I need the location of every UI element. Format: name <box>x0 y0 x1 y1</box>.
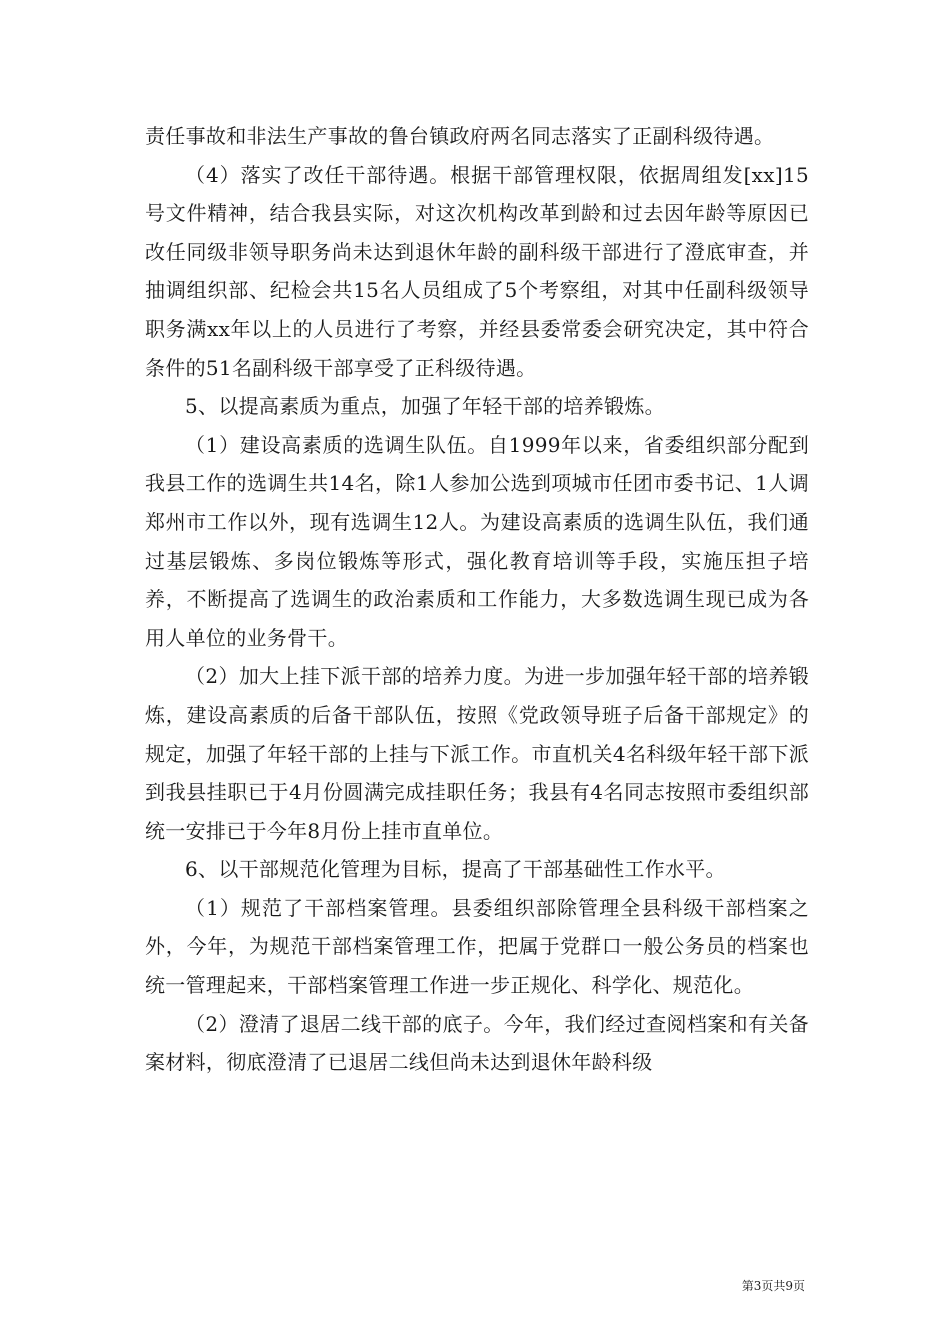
section-heading-5: 5、以提高素质为重点，加强了年轻干部的培养锻炼。 <box>185 394 665 419</box>
paragraph-item-2-secondment: （2）加大上挂下派干部的培养力度。为进一步加强年轻干部的培养锻炼，建设高素质的后备干部队伍，按照《党政领导班子后备干部规定》的规定，加强了年轻干部的上挂与下派工作。市直机关4名科级年轻干部下派到我县挂职已于4月份圆满完成挂职任务；我县有4名同志按照市委组织部统一安排已于今年8月份上挂市直单位。 <box>145 664 809 843</box>
page-number-footer: 第3页共9页 <box>741 1279 805 1293</box>
section-heading-6: 6、以干部规范化管理为目标，提高了干部基础性工作水平。 <box>185 857 726 882</box>
paragraph-item-4-cadre-treatment: （4）落实了改任干部待遇。根据干部管理权限，依据周组发[xx]15号文件精神，结合我县实际，对这次机构改革到龄和过去因年龄等原因已改任同级非领导职务尚未达到退休年龄的副科级干部进行了澄底审查，并抽调组织部、纪检会共15名人员组成了5个考察组，对其中任副科级领导职务满xx年以上的人员进行了考察，并经县委常委会研究决定，其中符合条件的51名副科级干部享受了正科级待遇。 <box>145 162 809 380</box>
paragraph-continued: 责任事故和非法生产事故的鲁台镇政府两名同志落实了正副科级待遇。 <box>145 124 775 148</box>
paragraph-item-1-archive-management: （1）规范了干部档案管理。县委组织部除管理全县科级干部档案之外，今年，为规范干部档案管理工作，把属于党群口一般公务员的档案也统一管理起来，干部档案管理工作进一步正规化、科学化、规范化。 <box>145 895 809 998</box>
paragraph-item-1-selected-graduates: （1）建设高素质的选调生队伍。自1999年以来，省委组织部分配到我县工作的选调生共14名，除1人参加公选到项城市任团市委书记、1人调郑州市工作以外，现有选调生12人。为建设高素质的选调生队伍，我们通过基层锻炼、多岗位锻炼等形式，强化教育培训等手段，实施压担子培养，不断提高了选调生的政治素质和工作能力，大多数选调生现已成为各用人单位的业务骨干。 <box>145 432 809 650</box>
document-body <box>145 117 809 1082</box>
paragraph-item-2-retired-cadres: （2）澄清了退居二线干部的底子。今年，我们经过查阅档案和有关备案材料，彻底澄清了已退居二线但尚未达到退休年龄科级 <box>145 1011 809 1075</box>
